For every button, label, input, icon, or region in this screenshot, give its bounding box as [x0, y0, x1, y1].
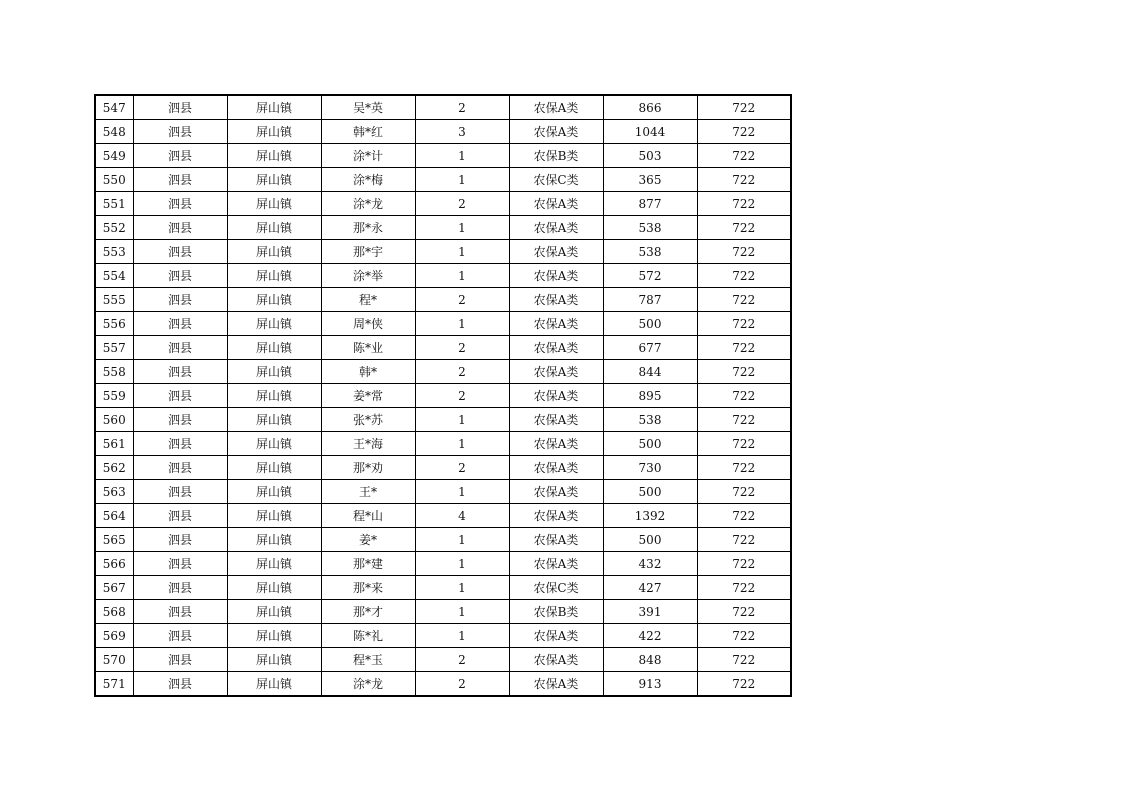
name-cell: 陈*礼 [321, 624, 415, 648]
row-number-cell: 568 [95, 600, 133, 624]
town-cell: 屏山镇 [227, 384, 321, 408]
row-number-cell: 570 [95, 648, 133, 672]
standard-cell: 722 [697, 408, 791, 432]
name-cell: 王*海 [321, 432, 415, 456]
county-cell: 泗县 [133, 648, 227, 672]
standard-cell: 722 [697, 288, 791, 312]
amount-cell: 538 [603, 216, 697, 240]
table-row [95, 192, 791, 216]
table-row [95, 144, 791, 168]
town-cell: 屏山镇 [227, 624, 321, 648]
table-row [95, 456, 791, 480]
insurance-category-cell: 农保C类 [509, 168, 603, 192]
table-row [95, 672, 791, 697]
amount-cell: 572 [603, 264, 697, 288]
county-cell: 泗县 [133, 95, 227, 120]
household-size-cell: 1 [415, 528, 509, 552]
county-cell: 泗县 [133, 384, 227, 408]
insurance-category-cell: 农保A类 [509, 264, 603, 288]
table-row [95, 504, 791, 528]
household-size-cell: 1 [415, 216, 509, 240]
amount-cell: 427 [603, 576, 697, 600]
town-cell: 屏山镇 [227, 95, 321, 120]
name-cell: 王* [321, 480, 415, 504]
row-number-cell: 554 [95, 264, 133, 288]
amount-cell: 500 [603, 528, 697, 552]
row-number-cell: 551 [95, 192, 133, 216]
town-cell: 屏山镇 [227, 288, 321, 312]
county-cell: 泗县 [133, 264, 227, 288]
table-row [95, 600, 791, 624]
table-row [95, 288, 791, 312]
county-cell: 泗县 [133, 168, 227, 192]
standard-cell: 722 [697, 264, 791, 288]
row-number-cell: 571 [95, 672, 133, 697]
household-size-cell: 1 [415, 312, 509, 336]
town-cell: 屏山镇 [227, 360, 321, 384]
amount-cell: 844 [603, 360, 697, 384]
household-size-cell: 2 [415, 648, 509, 672]
standard-cell: 722 [697, 216, 791, 240]
name-cell: 那*才 [321, 600, 415, 624]
amount-cell: 730 [603, 456, 697, 480]
row-number-cell: 557 [95, 336, 133, 360]
amount-cell: 1392 [603, 504, 697, 528]
insurance-category-cell: 农保A类 [509, 192, 603, 216]
insurance-category-cell: 农保A类 [509, 648, 603, 672]
household-size-cell: 1 [415, 240, 509, 264]
insurance-category-cell: 农保A类 [509, 480, 603, 504]
row-number-cell: 564 [95, 504, 133, 528]
row-number-cell: 563 [95, 480, 133, 504]
name-cell: 那*来 [321, 576, 415, 600]
amount-cell: 538 [603, 240, 697, 264]
standard-cell: 722 [697, 312, 791, 336]
roster-table [94, 94, 792, 697]
standard-cell: 722 [697, 624, 791, 648]
county-cell: 泗县 [133, 144, 227, 168]
county-cell: 泗县 [133, 120, 227, 144]
household-size-cell: 2 [415, 192, 509, 216]
county-cell: 泗县 [133, 504, 227, 528]
amount-cell: 500 [603, 312, 697, 336]
county-cell: 泗县 [133, 528, 227, 552]
row-number-cell: 560 [95, 408, 133, 432]
county-cell: 泗县 [133, 480, 227, 504]
county-cell: 泗县 [133, 336, 227, 360]
household-size-cell: 1 [415, 552, 509, 576]
county-cell: 泗县 [133, 576, 227, 600]
amount-cell: 391 [603, 600, 697, 624]
town-cell: 屏山镇 [227, 240, 321, 264]
name-cell: 那*永 [321, 216, 415, 240]
amount-cell: 500 [603, 432, 697, 456]
insurance-category-cell: 农保A类 [509, 456, 603, 480]
standard-cell: 722 [697, 192, 791, 216]
standard-cell: 722 [697, 144, 791, 168]
household-size-cell: 2 [415, 360, 509, 384]
household-size-cell: 1 [415, 168, 509, 192]
name-cell: 姜*常 [321, 384, 415, 408]
amount-cell: 432 [603, 552, 697, 576]
name-cell: 涂*举 [321, 264, 415, 288]
household-size-cell: 1 [415, 264, 509, 288]
amount-cell: 895 [603, 384, 697, 408]
table-row [95, 264, 791, 288]
amount-cell: 848 [603, 648, 697, 672]
county-cell: 泗县 [133, 456, 227, 480]
town-cell: 屏山镇 [227, 312, 321, 336]
table-row [95, 360, 791, 384]
table-row [95, 240, 791, 264]
standard-cell: 722 [697, 168, 791, 192]
table-row [95, 432, 791, 456]
amount-cell: 422 [603, 624, 697, 648]
name-cell: 张*苏 [321, 408, 415, 432]
name-cell: 涂*计 [321, 144, 415, 168]
row-number-cell: 549 [95, 144, 133, 168]
town-cell: 屏山镇 [227, 144, 321, 168]
table-row [95, 528, 791, 552]
row-number-cell: 562 [95, 456, 133, 480]
table-row [95, 120, 791, 144]
standard-cell: 722 [697, 95, 791, 120]
standard-cell: 722 [697, 480, 791, 504]
household-size-cell: 2 [415, 384, 509, 408]
town-cell: 屏山镇 [227, 456, 321, 480]
amount-cell: 503 [603, 144, 697, 168]
county-cell: 泗县 [133, 360, 227, 384]
town-cell: 屏山镇 [227, 528, 321, 552]
name-cell: 涂*梅 [321, 168, 415, 192]
county-cell: 泗县 [133, 672, 227, 697]
table-row [95, 336, 791, 360]
insurance-category-cell: 农保A类 [509, 408, 603, 432]
town-cell: 屏山镇 [227, 192, 321, 216]
insurance-category-cell: 农保A类 [509, 288, 603, 312]
town-cell: 屏山镇 [227, 576, 321, 600]
row-number-cell: 567 [95, 576, 133, 600]
row-number-cell: 550 [95, 168, 133, 192]
household-size-cell: 1 [415, 432, 509, 456]
table-row [95, 480, 791, 504]
standard-cell: 722 [697, 672, 791, 697]
name-cell: 程*山 [321, 504, 415, 528]
town-cell: 屏山镇 [227, 408, 321, 432]
standard-cell: 722 [697, 528, 791, 552]
household-size-cell: 1 [415, 624, 509, 648]
household-size-cell: 2 [415, 336, 509, 360]
table-row [95, 576, 791, 600]
standard-cell: 722 [697, 648, 791, 672]
household-size-cell: 1 [415, 408, 509, 432]
insurance-category-cell: 农保A类 [509, 384, 603, 408]
town-cell: 屏山镇 [227, 120, 321, 144]
row-number-cell: 555 [95, 288, 133, 312]
insurance-category-cell: 农保A类 [509, 624, 603, 648]
household-size-cell: 1 [415, 576, 509, 600]
town-cell: 屏山镇 [227, 168, 321, 192]
county-cell: 泗县 [133, 216, 227, 240]
town-cell: 屏山镇 [227, 672, 321, 697]
amount-cell: 866 [603, 95, 697, 120]
row-number-cell: 548 [95, 120, 133, 144]
town-cell: 屏山镇 [227, 216, 321, 240]
name-cell: 吴*英 [321, 95, 415, 120]
table-row [95, 552, 791, 576]
standard-cell: 722 [697, 576, 791, 600]
household-size-cell: 2 [415, 95, 509, 120]
row-number-cell: 553 [95, 240, 133, 264]
county-cell: 泗县 [133, 312, 227, 336]
household-size-cell: 1 [415, 600, 509, 624]
town-cell: 屏山镇 [227, 432, 321, 456]
town-cell: 屏山镇 [227, 336, 321, 360]
insurance-category-cell: 农保B类 [509, 600, 603, 624]
household-size-cell: 2 [415, 288, 509, 312]
standard-cell: 722 [697, 504, 791, 528]
town-cell: 屏山镇 [227, 480, 321, 504]
insurance-category-cell: 农保A类 [509, 312, 603, 336]
amount-cell: 787 [603, 288, 697, 312]
county-cell: 泗县 [133, 192, 227, 216]
insurance-category-cell: 农保C类 [509, 576, 603, 600]
town-cell: 屏山镇 [227, 600, 321, 624]
standard-cell: 722 [697, 360, 791, 384]
insurance-category-cell: 农保A类 [509, 432, 603, 456]
insurance-category-cell: 农保A类 [509, 552, 603, 576]
insurance-category-cell: 农保A类 [509, 216, 603, 240]
name-cell: 程* [321, 288, 415, 312]
amount-cell: 365 [603, 168, 697, 192]
standard-cell: 722 [697, 120, 791, 144]
name-cell: 韩*红 [321, 120, 415, 144]
amount-cell: 913 [603, 672, 697, 697]
name-cell: 程*玉 [321, 648, 415, 672]
standard-cell: 722 [697, 552, 791, 576]
household-size-cell: 2 [415, 456, 509, 480]
table-row [95, 95, 791, 120]
town-cell: 屏山镇 [227, 264, 321, 288]
standard-cell: 722 [697, 456, 791, 480]
name-cell: 陈*业 [321, 336, 415, 360]
county-cell: 泗县 [133, 552, 227, 576]
table-row [95, 408, 791, 432]
standard-cell: 722 [697, 384, 791, 408]
household-size-cell: 2 [415, 672, 509, 697]
table-row [95, 384, 791, 408]
standard-cell: 722 [697, 432, 791, 456]
table-row [95, 216, 791, 240]
amount-cell: 500 [603, 480, 697, 504]
name-cell: 姜* [321, 528, 415, 552]
insurance-category-cell: 农保B类 [509, 144, 603, 168]
name-cell: 周*侠 [321, 312, 415, 336]
town-cell: 屏山镇 [227, 552, 321, 576]
amount-cell: 877 [603, 192, 697, 216]
table-row [95, 312, 791, 336]
town-cell: 屏山镇 [227, 648, 321, 672]
roster-table-body [95, 95, 791, 696]
insurance-category-cell: 农保A类 [509, 672, 603, 697]
amount-cell: 677 [603, 336, 697, 360]
name-cell: 涂*龙 [321, 192, 415, 216]
county-cell: 泗县 [133, 240, 227, 264]
row-number-cell: 559 [95, 384, 133, 408]
household-size-cell: 1 [415, 480, 509, 504]
county-cell: 泗县 [133, 600, 227, 624]
standard-cell: 722 [697, 240, 791, 264]
insurance-category-cell: 农保A类 [509, 528, 603, 552]
row-number-cell: 569 [95, 624, 133, 648]
county-cell: 泗县 [133, 432, 227, 456]
standard-cell: 722 [697, 336, 791, 360]
insurance-category-cell: 农保A类 [509, 504, 603, 528]
household-size-cell: 1 [415, 144, 509, 168]
insurance-category-cell: 农保A类 [509, 336, 603, 360]
insurance-category-cell: 农保A类 [509, 95, 603, 120]
table-row [95, 648, 791, 672]
name-cell: 那*宇 [321, 240, 415, 264]
town-cell: 屏山镇 [227, 504, 321, 528]
county-cell: 泗县 [133, 288, 227, 312]
row-number-cell: 547 [95, 95, 133, 120]
table-row [95, 168, 791, 192]
row-number-cell: 566 [95, 552, 133, 576]
county-cell: 泗县 [133, 624, 227, 648]
amount-cell: 538 [603, 408, 697, 432]
household-size-cell: 4 [415, 504, 509, 528]
row-number-cell: 558 [95, 360, 133, 384]
row-number-cell: 552 [95, 216, 133, 240]
amount-cell: 1044 [603, 120, 697, 144]
insurance-category-cell: 农保A类 [509, 240, 603, 264]
name-cell: 那*劝 [321, 456, 415, 480]
row-number-cell: 556 [95, 312, 133, 336]
table-row [95, 624, 791, 648]
row-number-cell: 565 [95, 528, 133, 552]
name-cell: 涂*龙 [321, 672, 415, 697]
household-size-cell: 3 [415, 120, 509, 144]
name-cell: 那*建 [321, 552, 415, 576]
row-number-cell: 561 [95, 432, 133, 456]
insurance-category-cell: 农保A类 [509, 360, 603, 384]
insurance-category-cell: 农保A类 [509, 120, 603, 144]
name-cell: 韩* [321, 360, 415, 384]
county-cell: 泗县 [133, 408, 227, 432]
standard-cell: 722 [697, 600, 791, 624]
